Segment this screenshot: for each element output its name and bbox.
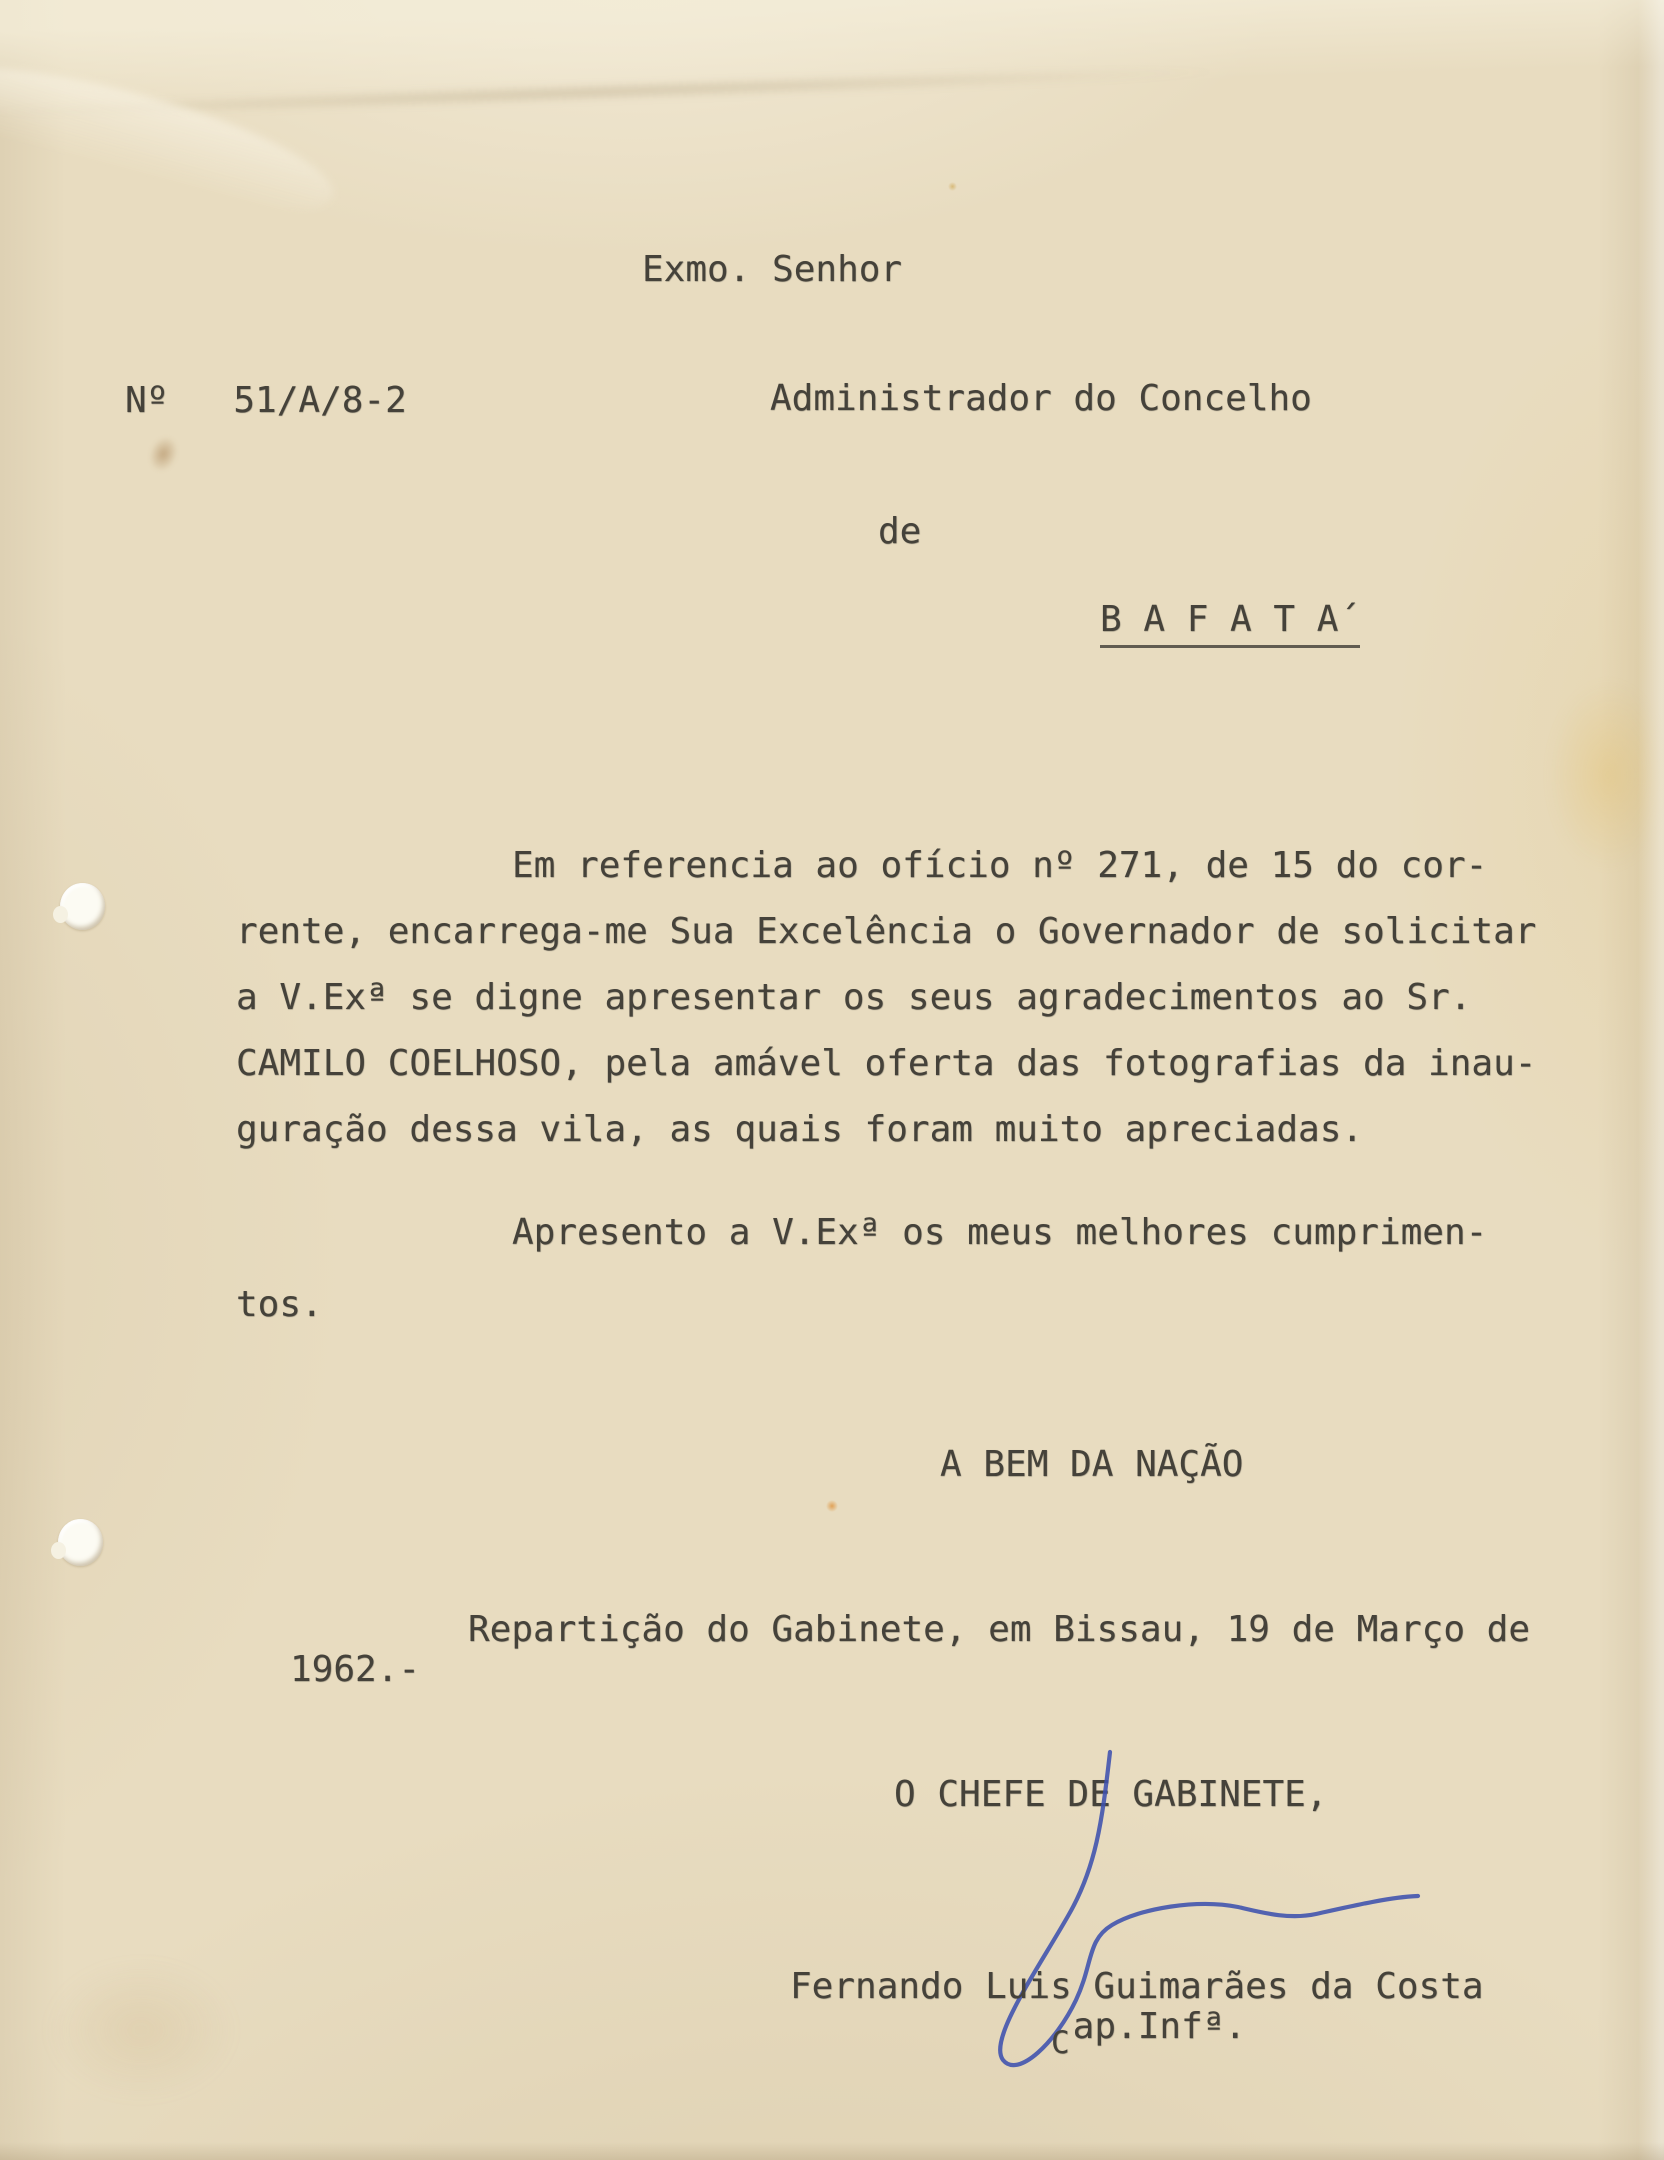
paper-stain [826, 1500, 838, 1512]
dateline-line-2: 1962.- [290, 1649, 421, 1690]
recipient-line-1: Administrador do Concelho [770, 378, 1312, 419]
body-line: CAMILO COELHOSO, pela amável oferta das fotografias da inau- [236, 1043, 1537, 1084]
signatory-name: Fernando Luis Guimarães da Costa [790, 1966, 1484, 2007]
body-line: Em referencia ao ofício nº 271, de 15 do cor- [512, 845, 1488, 886]
body-line: rente, encarrega-me Sua Excelência o Governador de solicitar [236, 911, 1537, 952]
paper-edge [0, 2142, 1664, 2160]
signatory-rank-text: ap.Infª. [1072, 2006, 1247, 2047]
paper-edge [1638, 0, 1664, 2160]
recipient-line-3: B A F A T A´ [1100, 598, 1360, 648]
signatory-rank [1051, 2005, 1247, 2061]
body-line: tos. [236, 1284, 323, 1325]
reference-number: Nº 51/A/8-2 [125, 380, 407, 421]
paper-stain [46, 1960, 236, 2100]
dateline-line-1: Repartição do Gabinete, em Bissau, 19 de Março de [468, 1609, 1531, 1650]
punch-hole [60, 883, 105, 930]
body-line: Apresento a V.Exª os meus melhores cumprimen- [512, 1212, 1488, 1253]
salutation: Exmo. Senhor [642, 249, 903, 290]
punch-hole [58, 1519, 103, 1566]
body-line: guração dessa vila, as quais foram muito apreciadas. [236, 1109, 1364, 1150]
closing-motto: A BEM DA NAÇÃO [940, 1444, 1244, 1485]
signature-title: O CHEFE DE GABINETE, [894, 1774, 1328, 1815]
paper-stain [144, 432, 183, 475]
body-line: a V.Exª se digne apresentar os seus agradecimentos ao Sr. [236, 977, 1472, 1018]
paper-stain [948, 182, 957, 191]
signatory-rank-prefix: C [1051, 2025, 1070, 2061]
recipient-line-2: de [878, 511, 922, 552]
